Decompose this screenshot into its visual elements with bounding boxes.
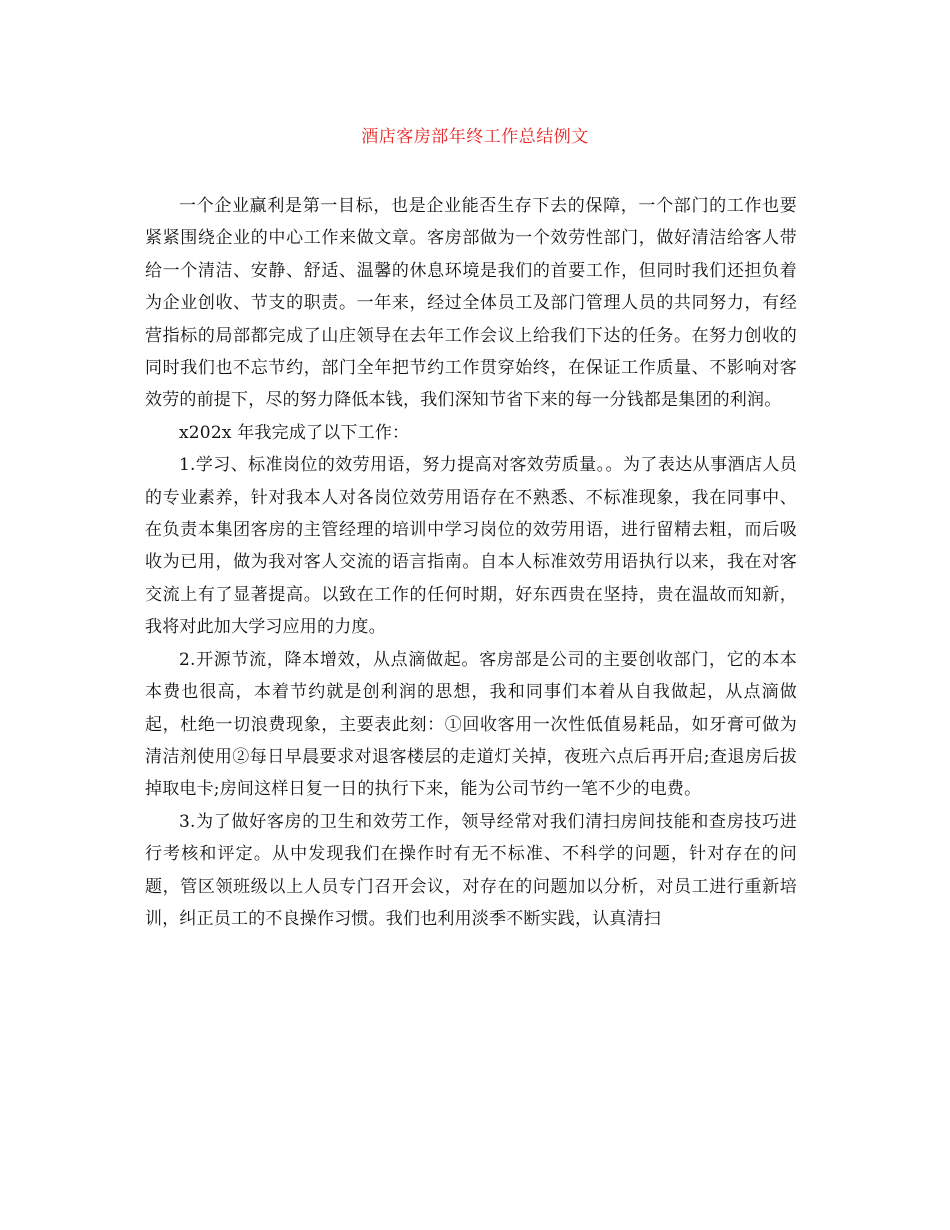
paragraph-intro: 一个企业赢利是第一目标，也是企业能否生存下去的保障，一个部门的工作也要紧紧围绕企业的中心工作来做文章。客房部做为一个效劳性部门，做好清洁给客人带给一个清洁、安静、舒适、温馨的休息环境是我们的首要工作，但同时我们还担负着为企业创收、节支的职责。一年来，经过全体员工及部门管理人员的共同努力，有经营指标的局部都完成了山庄领导在去年工作会议上给我们下达的任务。在努力创收的同时我们也不忘节约，部门全年把节约工作贯穿始终，在保证工作质量、不影响对客效劳的前提下，尽的努力降低本钱，我们深知节省下来的每一分钱都是集团的利润。 — [145, 196, 797, 411]
paragraph-item-3: 3.为了做好客房的卫生和效劳工作，领导经常对我们清扫房间技能和查房技巧进行考核和评定。从中发现我们在操作时有无不标准、不科学的问题，针对存在的问题，管区领班级以上人员专门召开会议，对存在的问题加以分析，对员工进行重新培训，纠正员工的不良操作习惯。我们也利用淡季不断实践，认真清扫 — [145, 811, 797, 929]
document-body — [145, 190, 797, 935]
paragraph-item-1: 1.学习、标准岗位的效劳用语，努力提高对客效劳质量。。为了表达从事酒店人员的专业素养，针对我本人对各岗位效劳用语存在不熟悉、不标准现象，我在同事中、在负责本集团客房的主管经理的培训中学习岗位的效劳用语，进行留精去粗，而后吸收为已用，做为我对客人交流的语言指南。自本人标准效劳用语执行以来，我在对客交流上有了显著提高。以致在工作的任何时期，好东西贵在坚持，贵在温故而知新，我将对此加大学习应用的力度。 — [145, 455, 797, 638]
document-title: 酒店客房部年终工作总结例文 — [361, 127, 589, 147]
paragraph-item-2: 2.开源节流，降本增效，从点滴做起。客房部是公司的主要创收部门，它的本本本费也很高，本着节约就是创利润的思想，我和同事们本着从自我做起，从点滴做起，杜绝一切浪费现象，主要表此刻：①回收客用一次性低值易耗品，如牙膏可做为清洁剂使用②每日早晨要求对退客楼层的走道灯关掉，夜班六点后再开启;查退房后拔掉取电卡;房间这样日复一日的执行下来，能为公司节约一笔不少的电费。 — [145, 649, 797, 800]
paragraph-work-heading: x202x 年我完成了以下工作： — [179, 422, 410, 443]
